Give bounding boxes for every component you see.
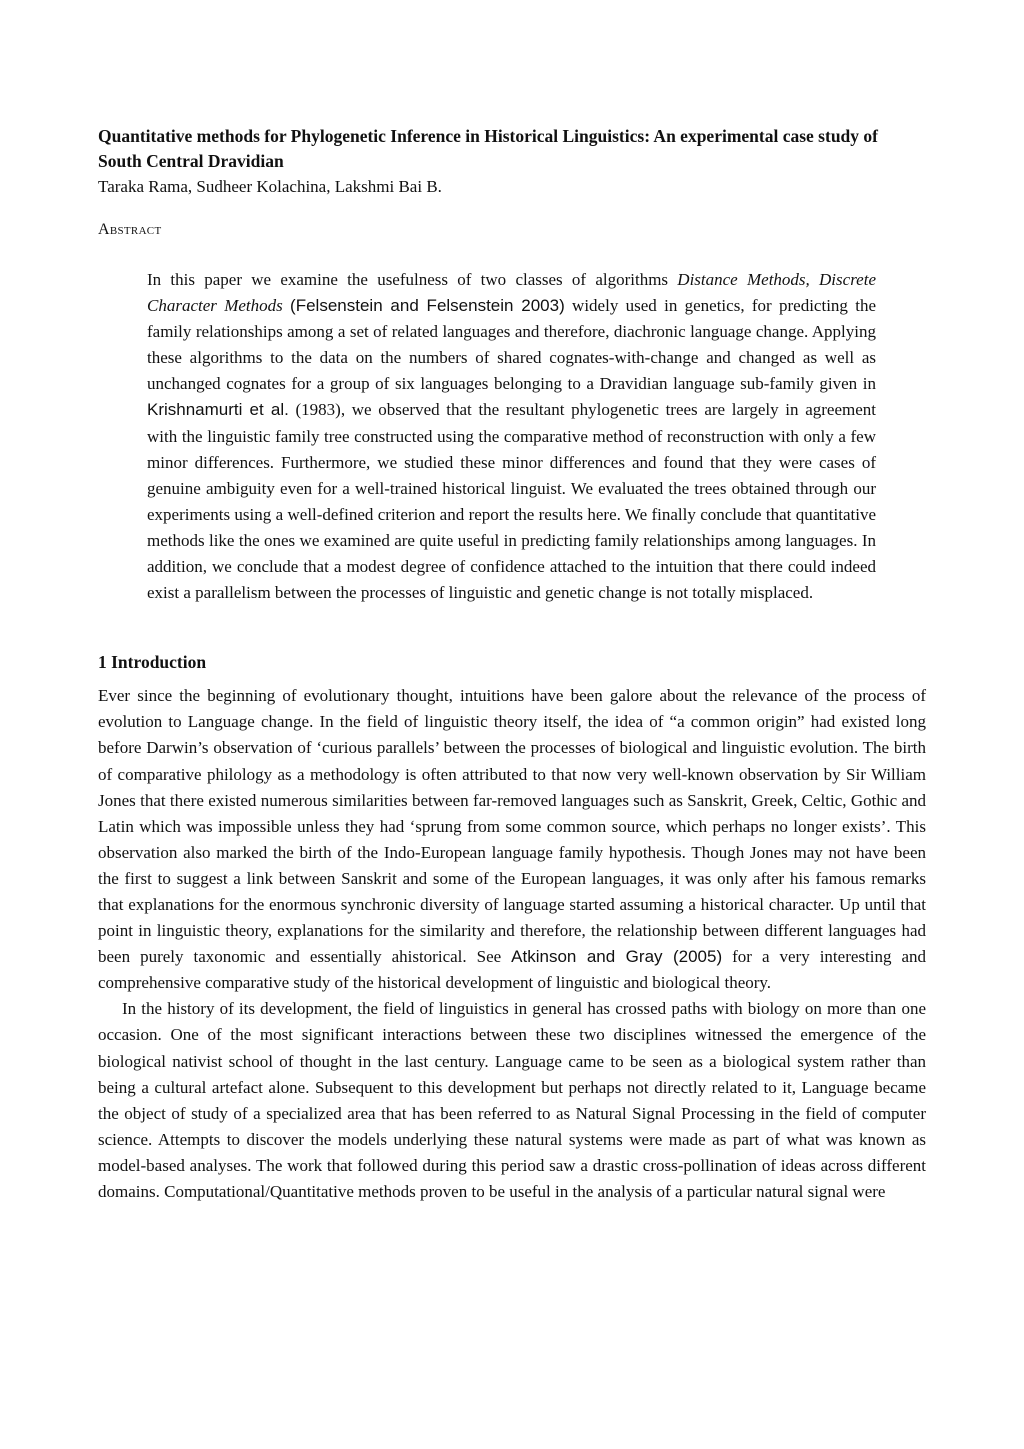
citation-atkinson-gray: Atkinson and Gray (2005): [511, 947, 723, 967]
paper-authors: Taraka Rama, Sudheer Kolachina, Lakshmi Bai B.: [98, 177, 442, 196]
intro-paragraph-1: [98, 683, 926, 996]
abstract-heading: Abstract: [98, 221, 162, 238]
intro-paragraph-2: In the history of its development, the field of linguistics in general has crossed paths with biology on more than one occasion. One of the most significant interactions between these two disciplines witnessed the emergence of the biological nativist school of thought in the last century. Language came to be seen as a biological system rather than being a cultural artefact alone. Subsequent to this development but perhaps not directly related to it, Language became the object of study of a specialized area that has been referred to as Natural Signal Processing in the field of computer science. Attempts to discover the models underlying these natural systems were made as part of what was known as model-based analyses. The work that followed during this period saw a drastic cross-pollination of ideas across different domains. Computational/Quantitative methods proven to be useful in the analysis of a particular natural signal were: [98, 999, 926, 1201]
abstract-methods: Distance Methods, Discrete Character Methods: [147, 270, 876, 316]
paper-page: [98, 124, 926, 1205]
paper-title: Quantitative methods for Phylogenetic Inference in Historical Linguistics: An experimental case study of South Central Dravidian: [98, 126, 878, 171]
section-heading-introduction: 1 Introduction: [98, 652, 207, 673]
abstract-part-1: In this paper we examine the usefulness of two classes of algorithms: [147, 270, 678, 289]
intro-p1-part-a: Ever since the beginning of evolutionary thought, intuitions have been galore about the relevance of the process of evolution to Language change. In the field of linguistic theory itself, the idea of “a common origin” had existed long before Darwin’s observation of ‘curious parallels’ between the processes of biological and linguistic evolution. The birth of comparative philology as a methodology is often attributed to that now very well-known observation by Sir William Jones that there existed numerous similarities between far-removed languages such as Sanskrit, Greek, Celtic, Gothic and Latin which was impossible unless they had ‘sprung from some common source, which perhaps no longer exists’. This observation also marked the birth of the Indo-European language family hypothesis. Though Jones may not have been the first to suggest a link between Sanskrit and some of the European languages, it was only after his famous remarks that explanations for the enormous synchronic diversity of language started assuming a historical character. Up until that point in linguistic theory, explanations for the similarity and therefore, the relationship between different languages had been purely taxonomic and essentially ahistorical. See: [98, 686, 926, 967]
abstract-text: [147, 267, 876, 606]
abstract-part-3: (1983), we observed that the resultant phylogenetic trees are largely in agreement with the linguistic family tree constructed using the comparative method of reconstruction with only a few minor differences. Furthermore, we studied these minor differences and found that they were cases of genuine ambiguity even for a well-trained historical linguist. We evaluated the trees obtained through our experiments using a well-defined criterion and report the results here. We finally conclude that quantitative methods like the ones we examined are quite useful in predicting family relationships among languages. In addition, we conclude that a modest degree of confidence attached to the intuition that there could indeed exist a parallelism between the processes of linguistic and genetic change is not totally misplaced.: [147, 400, 876, 603]
citation-krishnamurti: Krishnamurti et al.: [147, 400, 289, 420]
intro-p1-part-b: for a very interesting and comprehensive comparative study of the historical development of linguistic and biological theory.: [98, 947, 927, 993]
abstract-part-2: widely used in genetics, for predicting the family relationships among a set of related languages and therefore, diachronic language change. Applying these algorithms to the data on the numbers of shared cognates-with-change and changed as well as unchanged cognates for a group of six languages belonging to a Dravidian language sub-family given in: [147, 296, 876, 394]
citation-felsenstein: (Felsenstein and Felsenstein 2003): [290, 296, 565, 316]
